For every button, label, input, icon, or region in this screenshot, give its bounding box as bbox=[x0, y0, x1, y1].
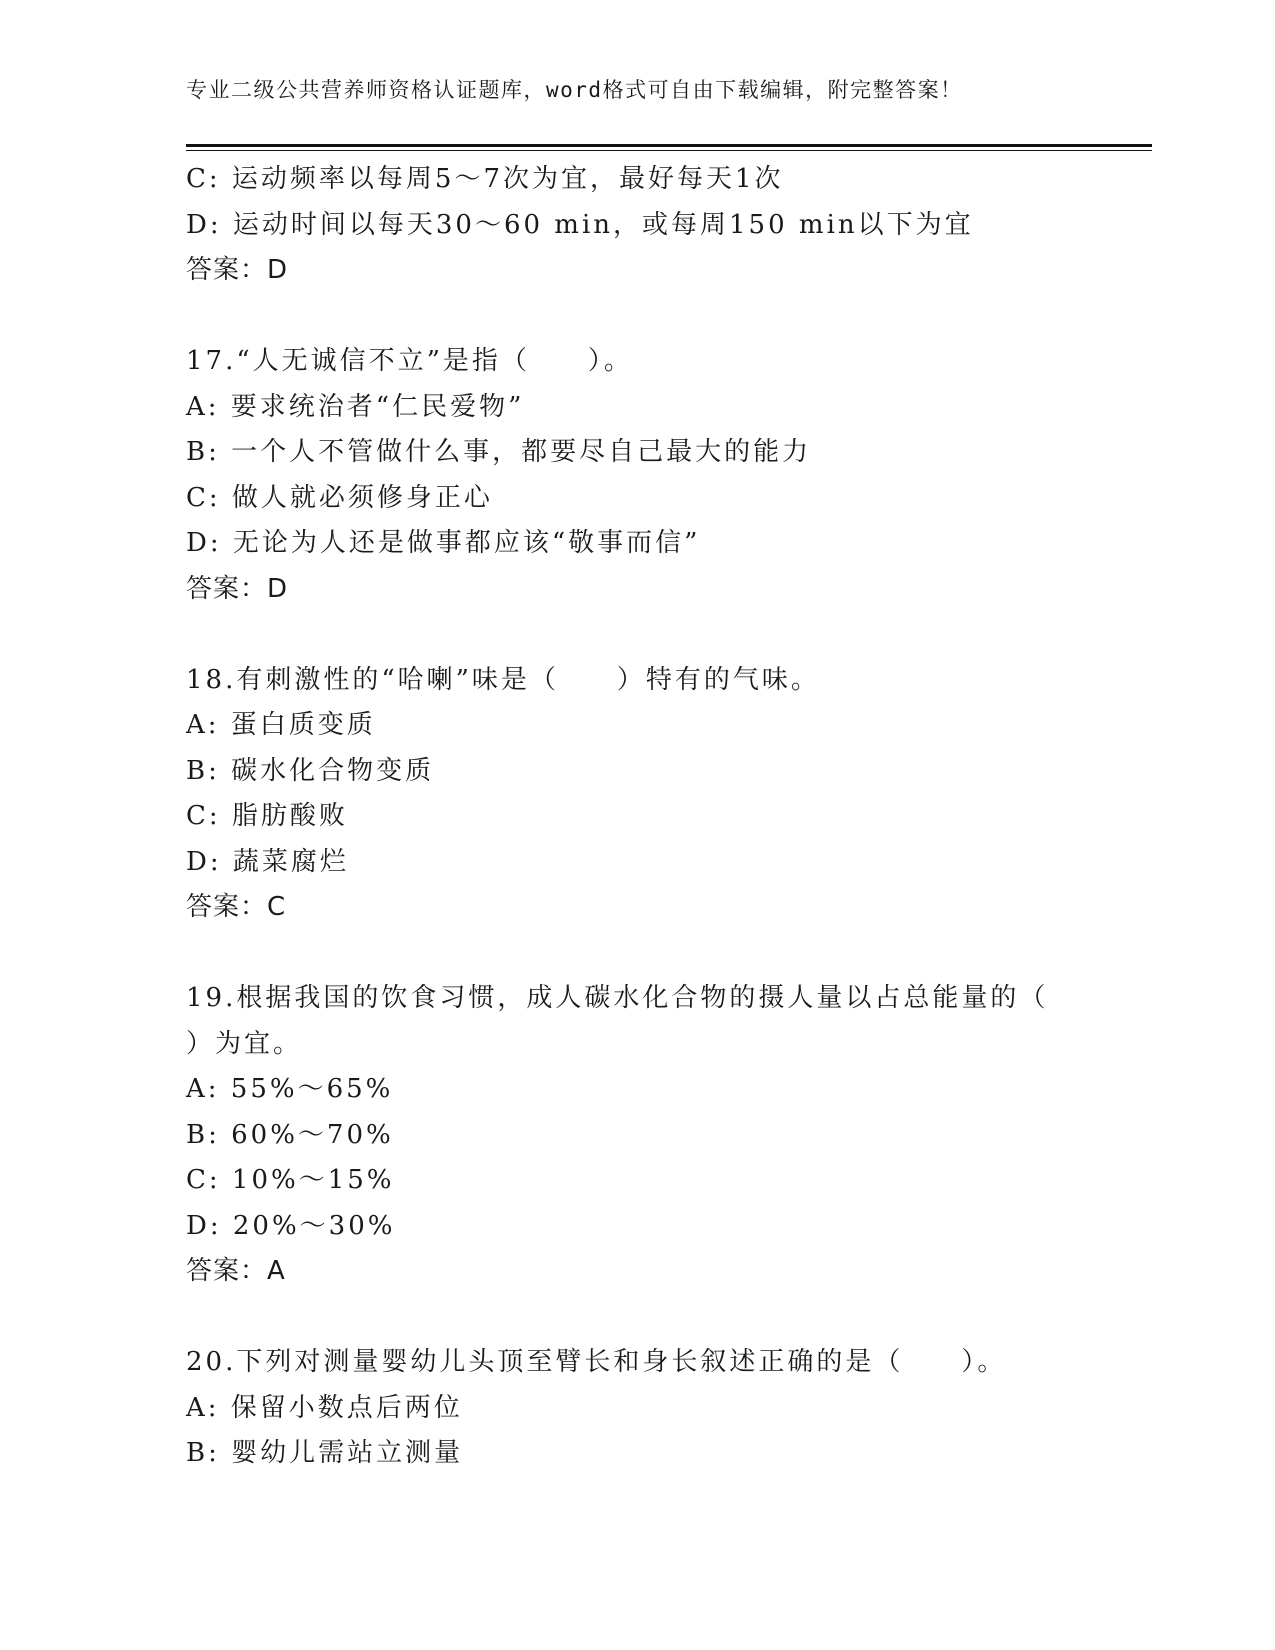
answer-line: 答案：C bbox=[186, 892, 287, 922]
option-a: A: 保留小数点后两位 bbox=[186, 1392, 463, 1423]
answer-line: 答案：D bbox=[186, 255, 289, 285]
question-18-block bbox=[186, 658, 1086, 931]
option-b: B: 60%～70% bbox=[186, 1119, 394, 1150]
spacer bbox=[186, 931, 1086, 977]
option-a: A: 要求统治者“仁民爱物” bbox=[186, 391, 525, 422]
question-text-line-1: 19.根据我国的饮食习惯，成人碳水化合物的摄人量以占总能量的（ bbox=[186, 983, 1049, 1013]
question-17-block bbox=[186, 339, 1086, 612]
question-text: 20.下列对测量婴幼儿头顶至臂长和身长叙述正确的是（ ）。 bbox=[186, 1347, 1007, 1377]
option-c: C: 做人就必须修身正心 bbox=[186, 482, 493, 513]
option-b: B: 婴幼儿需站立测量 bbox=[186, 1438, 464, 1468]
question-text: 17.“人无诚信不立”是指（ ）。 bbox=[186, 346, 633, 376]
option-d: D: 20%～30% bbox=[186, 1210, 396, 1241]
header-rule-thick bbox=[186, 144, 1152, 147]
question-list bbox=[186, 157, 1086, 1477]
option-a: A: 55%～65% bbox=[186, 1074, 394, 1104]
option-c: C: 脂肪酸败 bbox=[186, 801, 348, 831]
option-b: B: 一个人不管做什么事，都要尽自己最大的能力 bbox=[186, 437, 812, 467]
option-a: A: 蛋白质变质 bbox=[186, 710, 376, 740]
option-c: C: 运动频率以每周5～7次为宜，最好每天1次 bbox=[186, 164, 784, 194]
option-d: D: 无论为人还是做事都应该“敬事而信” bbox=[186, 528, 701, 558]
option-c: C: 10%～15% bbox=[186, 1165, 395, 1195]
spacer bbox=[186, 612, 1086, 658]
header-rule-thin bbox=[186, 150, 1152, 151]
option-d: D: 蔬菜腐烂 bbox=[186, 846, 349, 877]
question-text: 18.有刺激性的“哈喇”味是（ ）特有的气味。 bbox=[186, 664, 820, 695]
answer-line: 答案：A bbox=[186, 1256, 286, 1286]
question-text-line-2: ）为宜。 bbox=[186, 1028, 303, 1059]
page-header: 专业二级公共营养师资格认证题库，word格式可自由下载编辑，附完整答案！ bbox=[186, 78, 963, 102]
option-b: B: 碳水化合物变质 bbox=[186, 755, 435, 786]
option-d: D: 运动时间以每天30～60 min，或每周150 min以下为宜 bbox=[186, 209, 974, 240]
question-19-block bbox=[186, 976, 1086, 1295]
spacer bbox=[186, 1295, 1086, 1341]
question-16-block bbox=[186, 157, 1086, 294]
question-20-block bbox=[186, 1340, 1086, 1477]
spacer bbox=[186, 294, 1086, 340]
answer-line: 答案：D bbox=[186, 573, 289, 604]
